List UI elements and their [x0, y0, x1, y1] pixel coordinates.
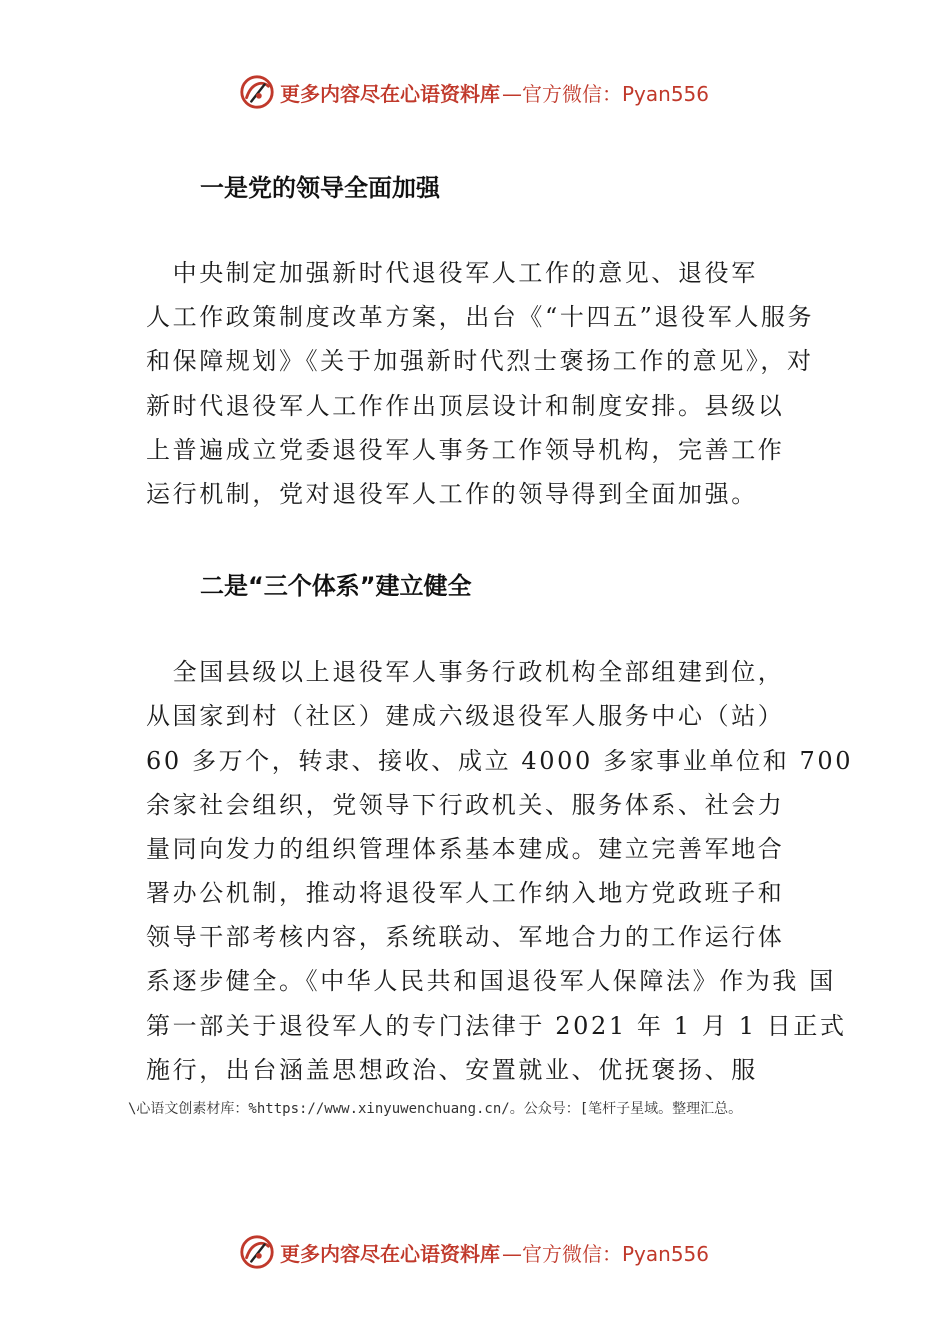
- body-line: 系逐步健全。《中华人民共和国退役军人保障法》作为我 国: [146, 967, 836, 995]
- section2-heading: 二是“三个体系”建立健全: [200, 572, 472, 600]
- banner-wechat: —官方微信：Pyan556: [502, 1241, 710, 1266]
- body-line: 领导干部考核内容，系统联动、军地合力的工作运行体: [146, 923, 785, 951]
- body-line: 60 多万个，转隶、接收、成立 4000 多家事业单位和 700: [146, 747, 854, 775]
- body-line: 从国家到村（社区）建成六级退役军人服务中心（站）: [146, 702, 785, 730]
- footer-banner: [238, 1232, 709, 1272]
- body-line: 量同向发力的组织管理体系基本建成。建立完善军地合: [146, 835, 785, 863]
- source-note: \心语文创素材库：%https://www.xinyuwenchuang.cn/。公众号：[笔杆子星域。整理汇总。: [128, 1101, 743, 1117]
- logo-icon: [238, 1233, 276, 1271]
- body-line: 施行，出台涵盖思想政治、安置就业、优抚褒扬、服: [146, 1056, 758, 1084]
- body-line: 全国县级以上退役军人事务行政机构全部组建到位，: [146, 658, 785, 686]
- body-line: 余家社会组织，党领导下行政机关、服务体系、社会力: [146, 791, 785, 819]
- section1-heading: 一是党的领导全面加强: [200, 174, 440, 202]
- body-line: 和保障规划》《关于加强新时代烈士褒扬工作的意见》，对: [146, 347, 814, 375]
- banner-text: 更多内容尽在心语资料库: [280, 1241, 500, 1266]
- banner-wechat: —官方微信：Pyan556: [502, 81, 710, 106]
- body-line: 新时代退役军人工作作出顶层设计和制度安排。县级以: [146, 392, 785, 420]
- body-line: 运行机制，党对退役军人工作的领导得到全面加强。: [146, 480, 758, 508]
- banner-text: 更多内容尽在心语资料库: [280, 81, 500, 106]
- body-line: 第一部关于退役军人的专门法律于 2021 年 1 月 1 日正式: [146, 1012, 847, 1040]
- header-banner: [238, 72, 709, 112]
- body-line: 上普遍成立党委退役军人事务工作领导机构，完善工作: [146, 436, 785, 464]
- logo-icon: [238, 73, 276, 111]
- body-line: 署办公机制，推动将退役军人工作纳入地方党政班子和: [146, 879, 785, 907]
- body-line: 中央制定加强新时代退役军人工作的意见、退役军: [146, 259, 758, 287]
- body-line: 人工作政策制度改革方案，出台《“十四五”退役军人服务: [146, 303, 815, 331]
